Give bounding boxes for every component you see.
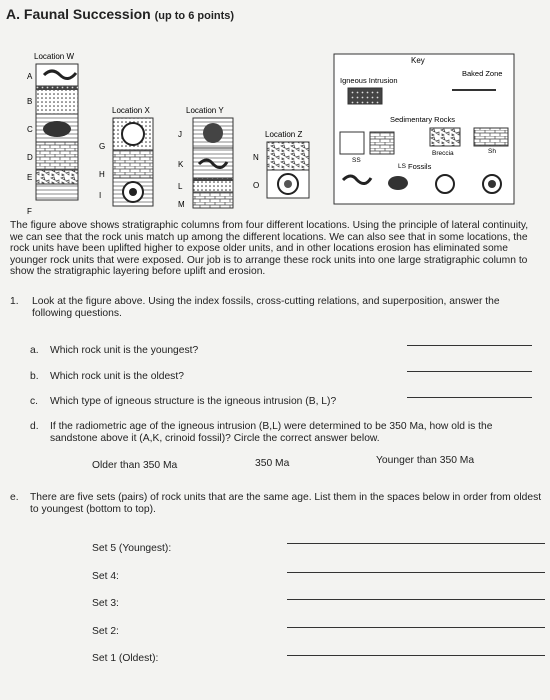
stratigraphic-figure [0, 40, 550, 220]
key-sh: Sh [488, 148, 496, 155]
w-letter-e: E [27, 173, 33, 182]
figure-key [334, 54, 514, 204]
choice-younger[interactable]: Younger than 350 Ma [376, 455, 475, 466]
question-1-text: Look at the figure above. Using the index fossils, cross-cutting relations, and superposition, answer the following questions. [32, 296, 500, 319]
choice-equal[interactable]: 350 Ma [255, 458, 290, 469]
column-z [267, 142, 309, 198]
question-d-letter: d. [30, 421, 39, 432]
answer-line-set-4[interactable] [287, 572, 545, 573]
question-1-number: 1. [10, 296, 19, 307]
label-location-w: Location W [34, 52, 75, 61]
question-c-letter: c. [30, 396, 39, 407]
key-title: Key [411, 56, 425, 65]
key-fossils: Fossils [408, 162, 432, 171]
question-b-text: Which rock unit is the oldest? [50, 371, 184, 382]
key-ls: LS [398, 163, 406, 170]
set-4-label: Set 4: [92, 571, 119, 582]
title-main: A. Faunal Succession [6, 6, 151, 22]
w-letter-f: F [27, 207, 32, 216]
y-letter-l: L [178, 182, 183, 191]
answer-line-set-3[interactable] [287, 599, 545, 600]
key-breccia: Breccia [432, 150, 454, 157]
question-c-text: Which type of igneous structure is the igneous intrusion (B, L)? [50, 396, 337, 407]
question-d-text: If the radiometric age of the igneous intrusion (B,L) were determined to be 350 Ma, how old is the sandstone above it (A,K, crinoid fossil)? Circle the correct answer below. [50, 421, 493, 444]
y-letter-j: J [178, 130, 182, 139]
x-letter-g: G [99, 142, 106, 151]
z-letter-n: N [253, 153, 259, 162]
section-title [6, 6, 234, 22]
z-letter-o: O [253, 181, 260, 190]
set-2-label: Set 2: [92, 626, 119, 637]
w-letter-c: C [27, 125, 33, 134]
key-baked-zone: Baked Zone [462, 69, 503, 78]
question-a-text: Which rock unit is the youngest? [50, 345, 199, 356]
set-5-label: Set 5 (Youngest): [92, 543, 172, 554]
title-points: (up to 6 points) [154, 10, 235, 22]
key-sedimentary: Sedimentary Rocks [390, 115, 456, 124]
fossil-brachiopod-icon [436, 175, 454, 193]
y-letter-k: K [178, 160, 184, 169]
answer-line-b[interactable] [407, 371, 532, 372]
intro-paragraph: The figure above shows stratigraphic columns from four different locations. Using the principle of lateral continuity, we can see that the rock unis match up among the different locations. We can also see that in some locations, the rock units have been uplifted higher to expose older units, and in other locations erosion has eliminated some younger rock units that were exposed. Our job is to arrange these rock units into one large stratigraphic column to show the stratigraphic layering before uplift and erosion. [10, 220, 529, 278]
set-1-label: Set 1 (Oldest): [92, 653, 159, 664]
x-letter-i: I [99, 191, 102, 200]
fossil-ammonite-icon [483, 175, 501, 193]
y-letter-m: M [178, 200, 185, 209]
label-location-y: Location Y [186, 106, 224, 115]
fossil-trilobite-icon [388, 176, 408, 190]
answer-line-set-1[interactable] [287, 655, 545, 656]
key-ss: SS [352, 157, 361, 164]
label-location-x: Location X [112, 106, 150, 115]
choice-older[interactable]: Older than 350 Ma [92, 460, 178, 471]
answer-line-set-5[interactable] [287, 543, 545, 544]
question-e-letter: e. [10, 492, 19, 503]
w-letter-b: B [27, 97, 33, 106]
question-e-text: There are five sets (pairs) of rock units that are the same age. List them in the spaces below in order from oldest to youngest (bottom to top). [30, 492, 542, 515]
label-location-z: Location Z [265, 130, 303, 139]
question-a-letter: a. [30, 345, 39, 356]
column-w [36, 64, 78, 200]
key-igneous: Igneous Intrusion [340, 76, 398, 85]
question-b-letter: b. [30, 371, 39, 382]
set-3-label: Set 3: [92, 598, 119, 609]
answer-line-set-2[interactable] [287, 627, 545, 628]
w-letter-d: D [27, 153, 33, 162]
w-letter-a: A [27, 72, 33, 81]
column-y [193, 118, 233, 208]
answer-line-a[interactable] [407, 345, 532, 346]
column-x [113, 118, 153, 206]
answer-line-c[interactable] [407, 397, 532, 398]
x-letter-h: H [99, 170, 105, 179]
